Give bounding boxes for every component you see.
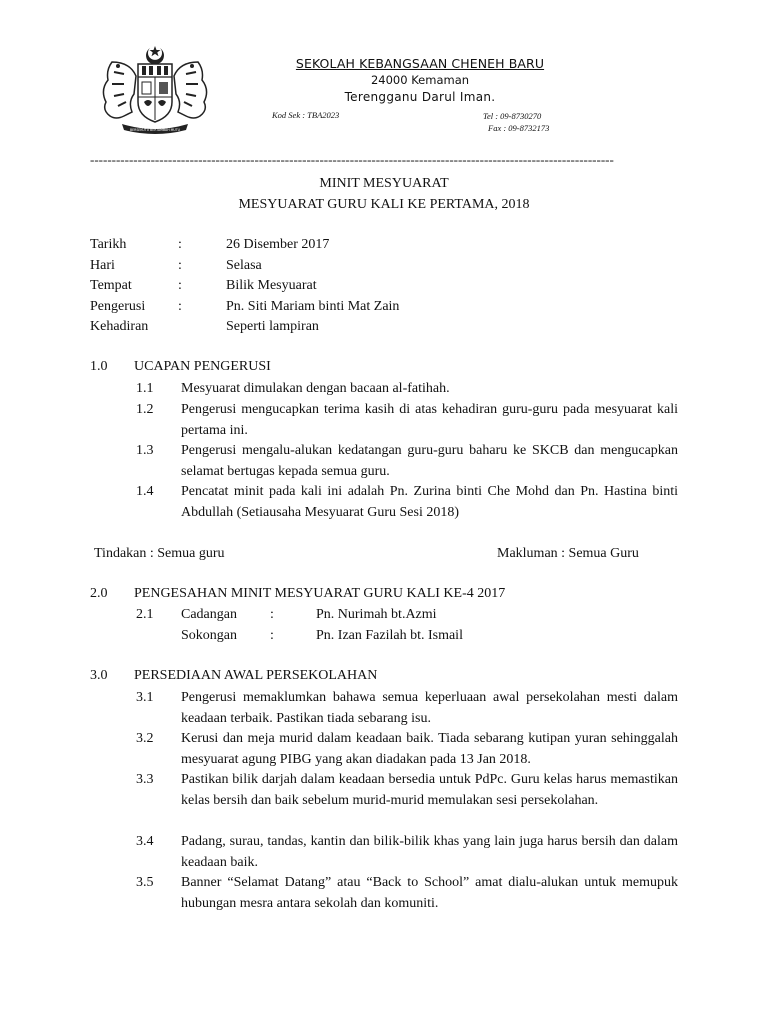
item-number: 3.4 [136,834,154,849]
info-value: Pn. Siti Mariam binti Mat Zain [226,298,400,314]
sokongan-colon: : [270,628,274,643]
minute-item-3-4 [136,832,678,873]
minute-item-1-1 [136,379,678,400]
info-label: Hari [90,257,115,273]
document-title: MINIT MESYUARAT [319,176,449,191]
item-number: 1.4 [136,484,154,499]
minute-item-3-3 [136,770,678,811]
sokongan-value: Pn. Izan Fazilah bt. Ismail [316,628,463,643]
info-note: Makluman : Semua Guru [497,546,639,561]
item-number: 3.5 [136,875,154,890]
fax-number: Fax : 09-8732173 [488,123,550,133]
school-name: SEKOLAH KEBANGSAAN CHENEH BARU [295,56,545,71]
section-number: 3.0 [90,668,108,683]
item-text: Pencatat minit pada kali ini adalah Pn. Zurina binti Che Mohd dan Pn. Hastina binti Abdullah (Setiausaha Mesyuarat Guru Sesi 2018) [181,484,678,520]
item-text: Pengerusi mengalu-alukan kedatangan guru-guru baharu ke SKCB dan mengucapkan selamat bertugas kepada semua guru. [181,443,678,479]
section-number: 1.0 [90,359,108,374]
section-title: UCAPAN PENGERUSI [134,359,271,374]
minute-item-1-2 [136,400,678,441]
section-number: 2.0 [90,586,108,601]
item-text: Mesyuarat dimulakan dengan bacaan al-fatihah. [181,381,450,396]
item-number: 3.1 [136,690,154,705]
malaysia-coat-of-arms-logo [100,42,210,137]
separator-line: ------------------------------------------------------------------------------------------------------------------------- [90,152,614,167]
item-text: Pengerusi memaklumkan bahawa semua keperluaan awal persekolahan mesti dalam keadaan terbaik. Pastikan tiada sebarang isu. [181,690,678,726]
minute-item-3-1 [136,688,678,729]
cadangan-colon: : [270,607,274,622]
item-number: 1.3 [136,443,154,458]
telephone-number: Tel : 09-8730270 [483,111,542,121]
info-label: Tarikh [90,237,127,252]
minute-item-3-5 [136,873,678,914]
info-colon: : [178,278,182,293]
item-text: Pastikan bilik darjah dalam keadaan bersedia untuk PdPc. Guru kelas harus memastikan kelas bersih dan baik sebelum murid-murid memulakan sesi persekolahan. [181,772,678,808]
minute-item-1-4 [136,482,678,523]
school-header [290,56,550,104]
sokongan-label: Sokongan [181,628,237,643]
cadangan-label: Cadangan [181,607,237,622]
school-code: Kod Sek : TBA2023 [272,110,340,120]
item-text: Pengerusi mengucapkan terima kasih di atas kehadiran guru-guru pada mesyuarat kali pertama ini. [181,402,678,438]
info-value: Selasa [226,257,262,273]
info-value: Bilik Mesyuarat [226,278,317,293]
item-number: 1.1 [136,381,154,396]
info-colon: : [178,257,182,273]
school-postcode-city: 24000 Kemaman [370,73,470,87]
svg-text:BERSEKUTU BERTAMBAH MUTU: BERSEKUTU BERTAMBAH MUTU [129,128,181,132]
info-value: Seperti lampiran [226,319,319,334]
item-text: Kerusi dan meja murid dalam keadaan baik. Tiada sebarang kutipan yuran sehinggalah mesyuarat agung PIBG yang akan diadakan pada 13 Jan 2018. [181,731,678,767]
item-number: 3.2 [136,731,154,746]
item-number: 1.2 [136,402,154,417]
minute-item-1-3 [136,441,678,482]
info-label: Tempat [90,278,132,293]
cadangan-value: Pn. Nurimah bt.Azmi [316,607,437,622]
info-label: Pengerusi [90,298,146,314]
info-colon: : [178,237,182,252]
item-number: 3.3 [136,772,154,787]
section-title: PENGESAHAN MINIT MESYUARAT GURU KALI KE-4 2017 [134,586,506,601]
item-text: Banner “Selamat Datang” atau “Back to School” amat dialu-alukan untuk memupuk hubungan mesra antara sekolah dan komuniti. [181,875,678,911]
contact-block [483,110,549,134]
item-text: Padang, surau, tandas, kantin dan bilik-bilik khas yang lain juga harus bersih dan dalam keadaan baik. [181,834,678,870]
school-state: Terengganu Darul Iman. [344,90,496,104]
meeting-title: MESYUARAT GURU KALI KE PERTAMA, 2018 [238,197,530,212]
minute-item-3-2 [136,729,678,770]
info-value: 26 Disember 2017 [226,237,330,252]
info-label: Kehadiran [90,319,149,334]
item-number: 2.1 [136,607,154,622]
section-title: PERSEDIAAN AWAL PERSEKOLAHAN [134,668,378,683]
action-note: Tindakan : Semua guru [94,546,225,561]
info-colon: : [178,298,182,314]
